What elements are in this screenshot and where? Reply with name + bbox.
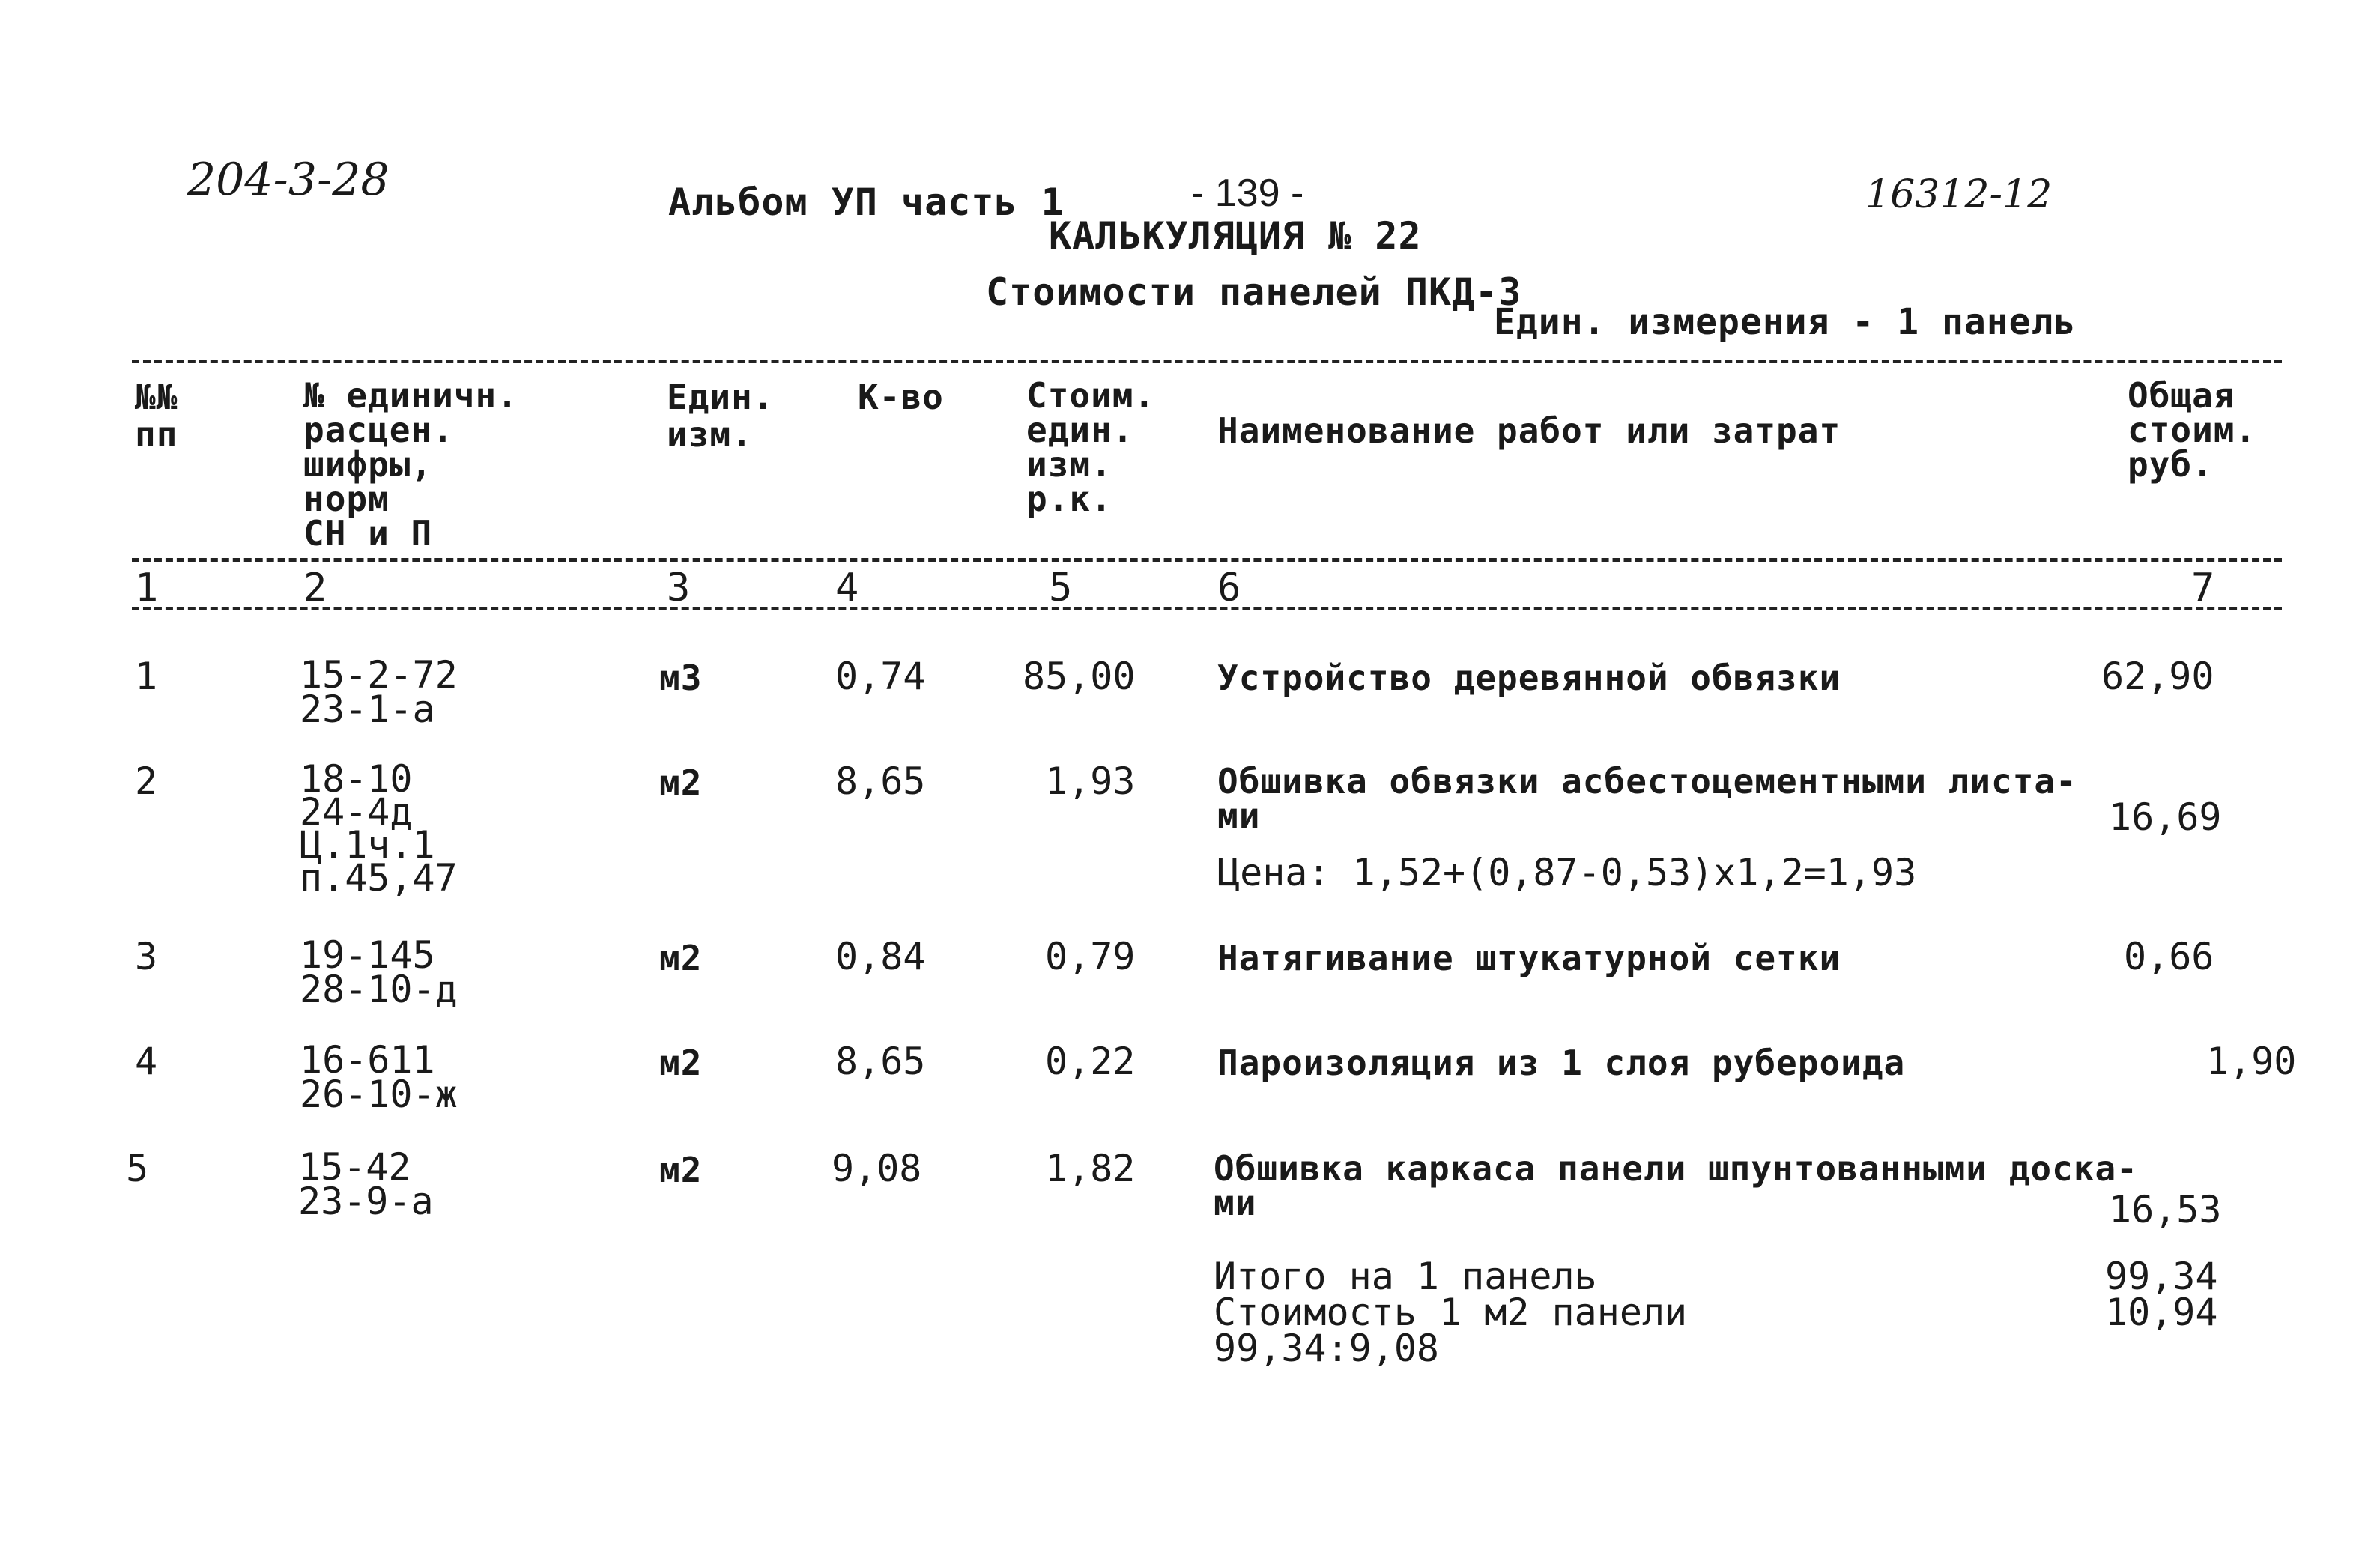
col-number-5: 5 [1049, 566, 1073, 610]
unit-cell: м2 [659, 763, 703, 803]
col-number-3: 3 [667, 566, 691, 610]
col-number-2: 2 [303, 566, 327, 610]
work-name-cell: Обшивка каркаса панели шпунтованными доска- ми [1214, 1148, 2138, 1223]
work-name-cell: Пароизоляция из 1 слоя рубероида [1217, 1043, 1906, 1083]
row-number: 4 [135, 1040, 158, 1083]
total-cost-cell: 1,90 [2206, 1040, 2297, 1083]
row-number: 3 [135, 935, 158, 978]
cost-per-m2-formula: 99,34:9,08 [1214, 1327, 1440, 1370]
album-label: Альбом УП часть 1 [668, 181, 1065, 224]
unit-cost-cell: 0,79 [1045, 935, 1136, 978]
total-per-panel-value: 99,34 [2105, 1255, 2218, 1298]
unit-cell: м3 [659, 658, 703, 698]
total-cost-cell: 16,69 [2109, 795, 2222, 839]
col-header-unit-cost: Стоим. един. изм. р.к. [1026, 375, 1156, 519]
col-header-work-name: Наименование работ или затрат [1217, 410, 1841, 451]
unit-cost-cell: 1,82 [1045, 1147, 1136, 1190]
col-header-quantity: К-во [858, 377, 944, 417]
handwritten-stamp-number: 16312-12 [1865, 172, 2053, 217]
quantity-cell: 0,84 [835, 935, 926, 978]
work-name-cell: Устройство деревянной обвязки [1217, 658, 1841, 698]
calculation-title: КАЛЬКУЛЯЦИЯ № 22 [1049, 214, 1422, 258]
column-number-rule [132, 607, 2282, 610]
work-name-cell: Натягивание штукатурной сетки [1217, 938, 1841, 978]
cost-per-m2-value: 10,94 [2105, 1291, 2218, 1334]
total-per-panel-label: Итого на 1 панель [1214, 1255, 1597, 1298]
total-cost-cell: 16,53 [2109, 1188, 2222, 1231]
rate-code: 15-42 23-9-а [298, 1145, 434, 1223]
col-header-row-number: №№ пп [135, 377, 178, 455]
header-bottom-rule [132, 558, 2282, 562]
col-header-unit: Един. изм. [667, 377, 775, 455]
row-number: 1 [135, 655, 158, 698]
unit-cell: м2 [659, 938, 703, 978]
quantity-cell: 8,65 [835, 1040, 926, 1083]
price-formula-note: Цена: 1,52+(0,87-0,53)х1,2=1,93 [1217, 851, 1917, 894]
col-number-1: 1 [135, 566, 159, 610]
col-number-6: 6 [1217, 566, 1241, 610]
rate-code: 16-611 26-10-ж [300, 1038, 458, 1116]
handwritten-doc-number: 204-3-28 [187, 154, 390, 206]
rate-code: 15-2-72 23-1-а [300, 653, 458, 731]
unit-cost-cell: 0,22 [1045, 1040, 1136, 1083]
unit-cell: м2 [659, 1150, 703, 1190]
cost-per-m2-label: Стоимость 1 м2 панели [1214, 1291, 1688, 1334]
col-header-total-cost: Общая стоим. руб. [2128, 375, 2257, 485]
total-cost-cell: 62,90 [2101, 655, 2214, 698]
quantity-cell: 8,65 [835, 760, 926, 803]
quantity-cell: 0,74 [835, 655, 926, 698]
document-subtitle: Стоимости панелей ПКД-3 [986, 270, 1522, 314]
col-header-rate-code: № единичн. расцен. шифры, норм СН и П [303, 375, 518, 554]
col-number-7: 7 [2191, 566, 2215, 610]
rate-code: 18-10 24-4д Ц.1ч.1 п.45,47 [300, 757, 458, 900]
unit-of-measure-note: Един. измерения - 1 панель [1494, 301, 2077, 343]
rate-code: 19-145 28-10-д [300, 933, 458, 1011]
unit-cost-cell: 1,93 [1045, 760, 1136, 803]
quantity-cell: 9,08 [832, 1147, 922, 1190]
row-number: 2 [135, 760, 158, 803]
row-number: 5 [126, 1147, 149, 1190]
col-number-4: 4 [835, 566, 859, 610]
work-name-cell: Обшивка обвязки асбестоцементными листа- ми [1217, 761, 2077, 836]
total-cost-cell: 0,66 [2124, 935, 2214, 978]
unit-cost-cell: 85,00 [1023, 655, 1136, 698]
page-number: - 139 - [1191, 172, 1304, 215]
unit-cell: м2 [659, 1043, 703, 1083]
table-top-rule [132, 360, 2282, 363]
